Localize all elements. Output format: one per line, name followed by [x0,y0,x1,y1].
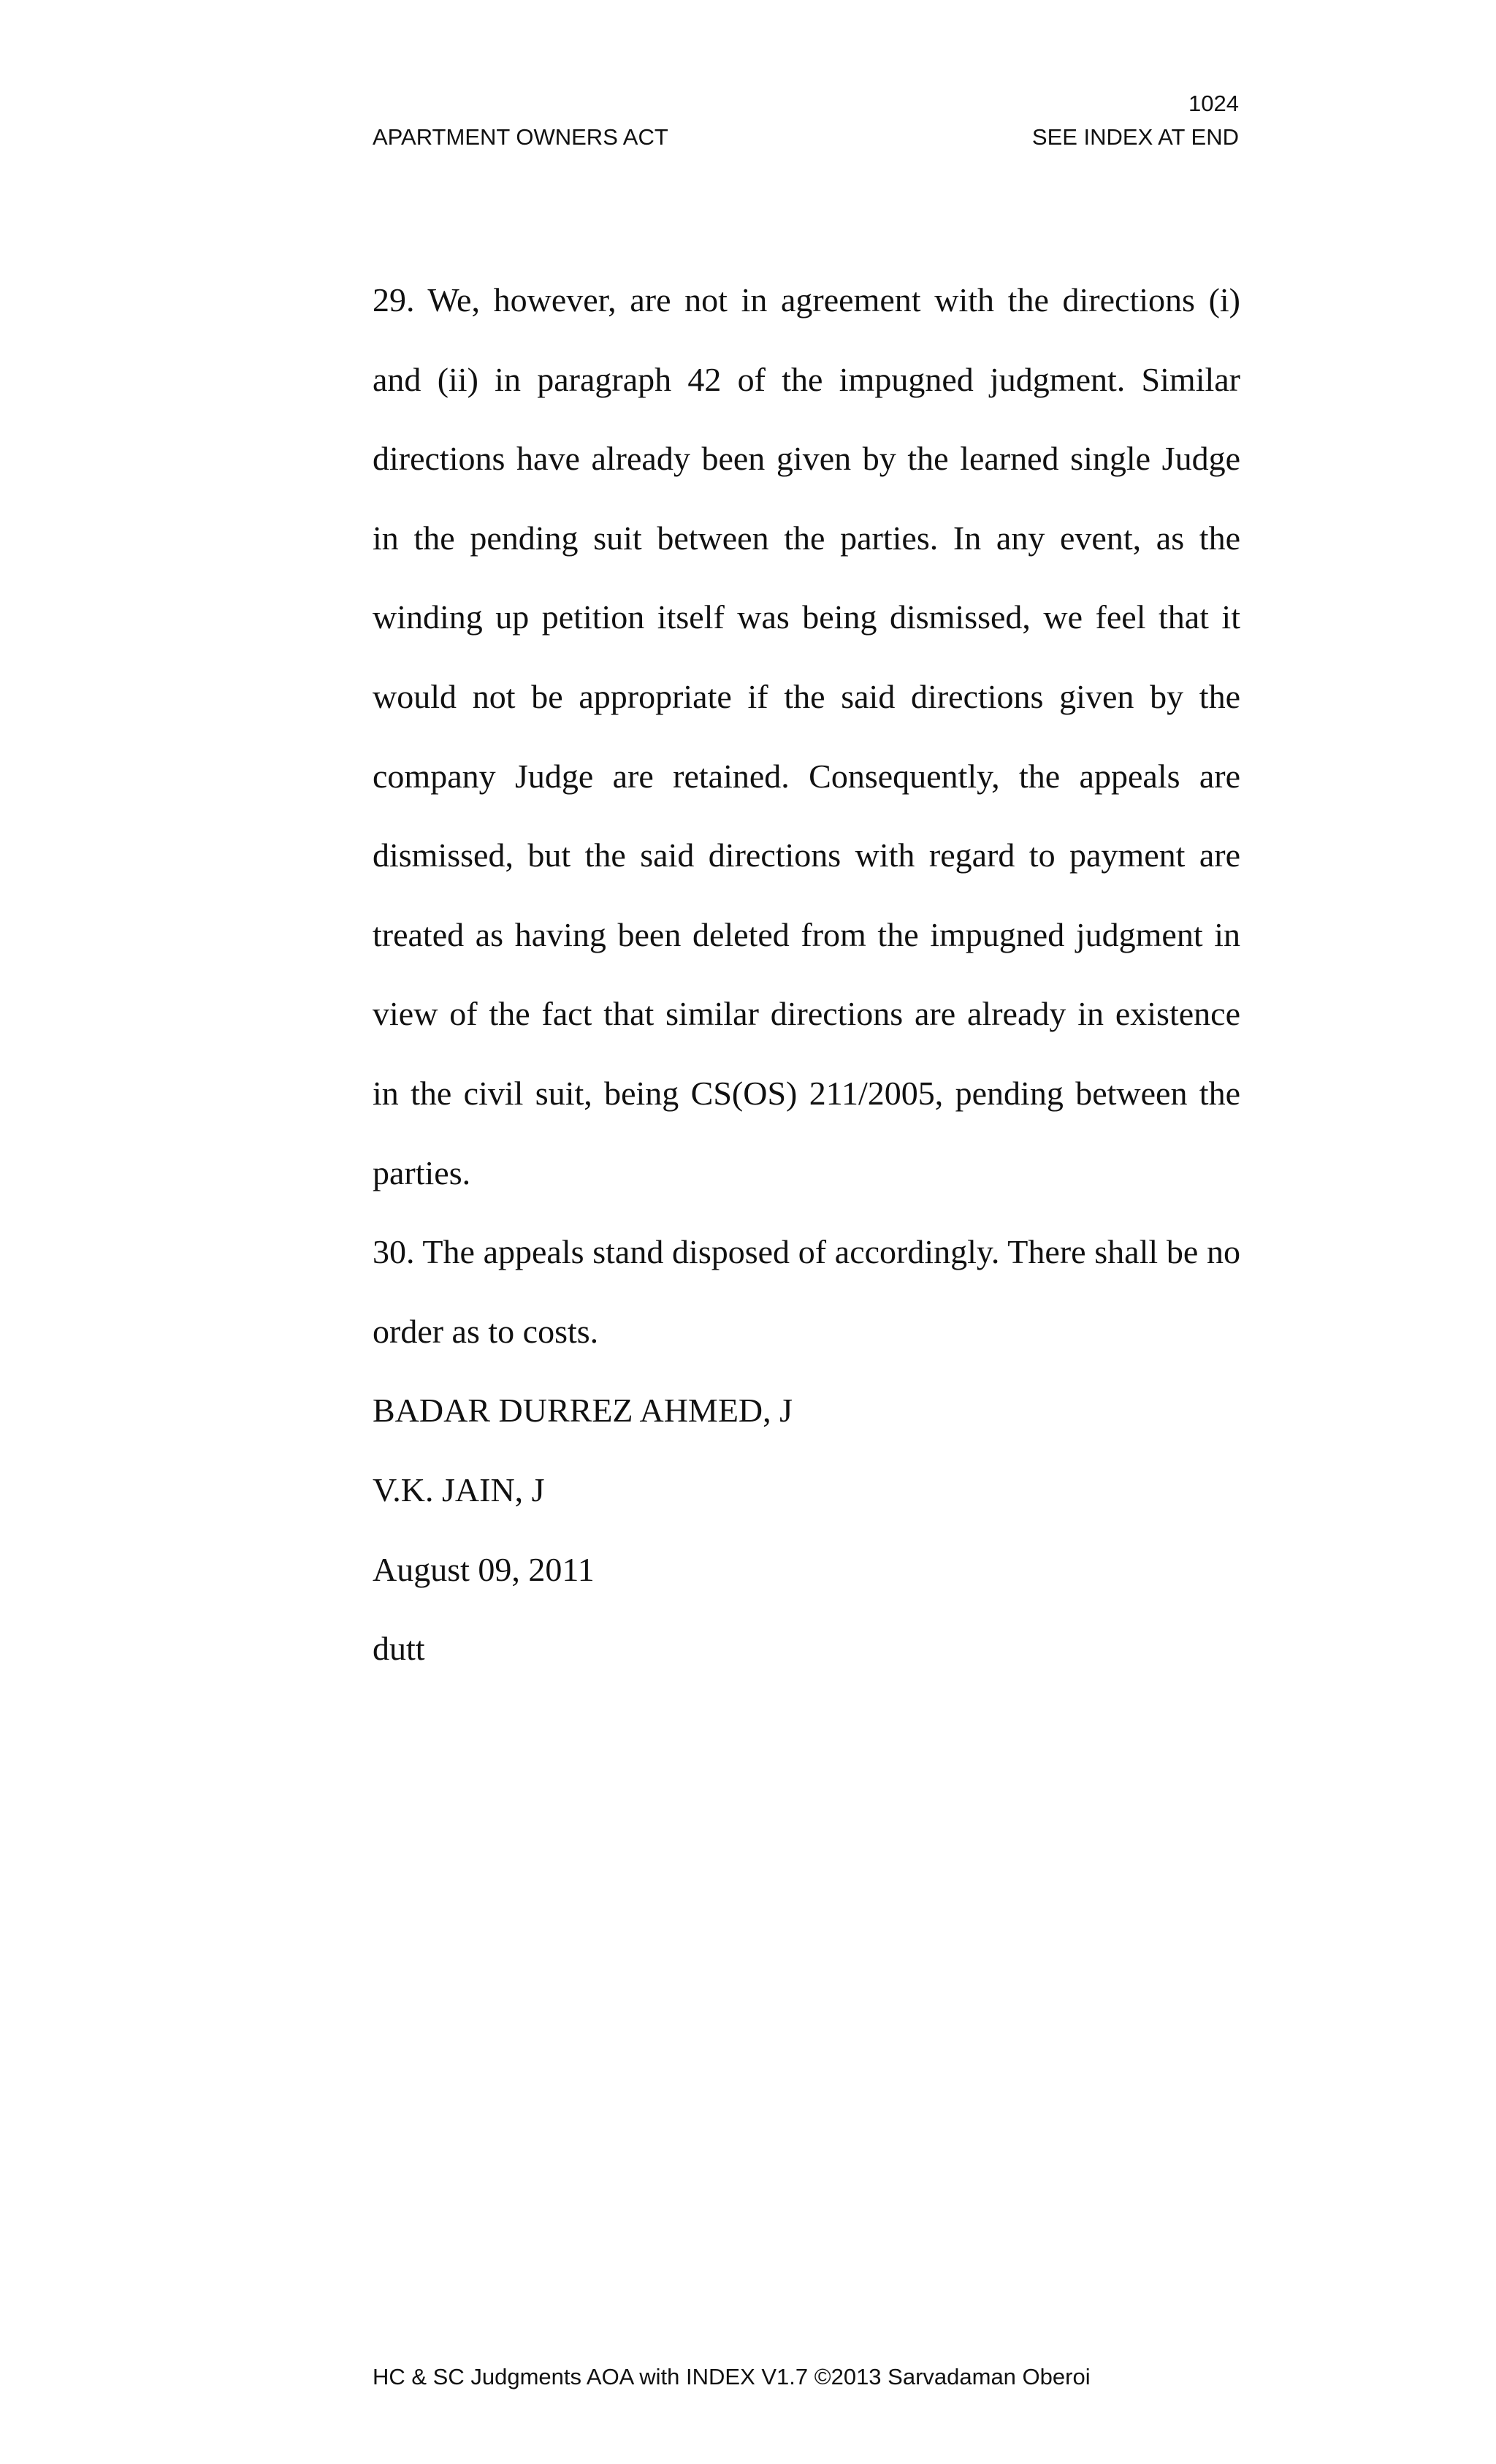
judgment-date: August 09, 2011 [373,1550,595,1588]
typist-initials: dutt [373,1630,425,1668]
page-number: 1024 [1188,91,1239,116]
running-title-left: APARTMENT OWNERS ACT [373,124,668,150]
judgment-body [373,261,1240,1689]
judge-signature-2: V.K. JAIN, J [373,1471,545,1508]
judge-signature-1: BADAR DURREZ AHMED, J [373,1392,793,1430]
running-title-right: SEE INDEX AT END [1031,124,1239,150]
paragraph-29: 29. We, however, are not in agreement with the directions (i) and (ii) in paragraph 42 of the impugned judgment. Similar directions have already been given by the learned single Judge in the pending suit between the parties. In any event, as the winding up petition itself was being dismissed, we feel that it would not be appropriate if the said directions given by the company Judge are retained. Consequently, the appeals are dismissed, but the said directions with regard to payment are treated as having been deleted from the impugned judgment in view of the fact that similar directions are already in existence in the civil suit, being CS(OS) 211/2005, pending between the parties. [373,281,1240,1191]
paragraph-30: 30. The appeals stand disposed of accordingly. There shall be no order as to costs. [373,1233,1240,1350]
page-footer: HC & SC Judgments AOA with INDEX V1.7 ©2013 Sarvadaman Oberoi [373,2364,1091,2389]
